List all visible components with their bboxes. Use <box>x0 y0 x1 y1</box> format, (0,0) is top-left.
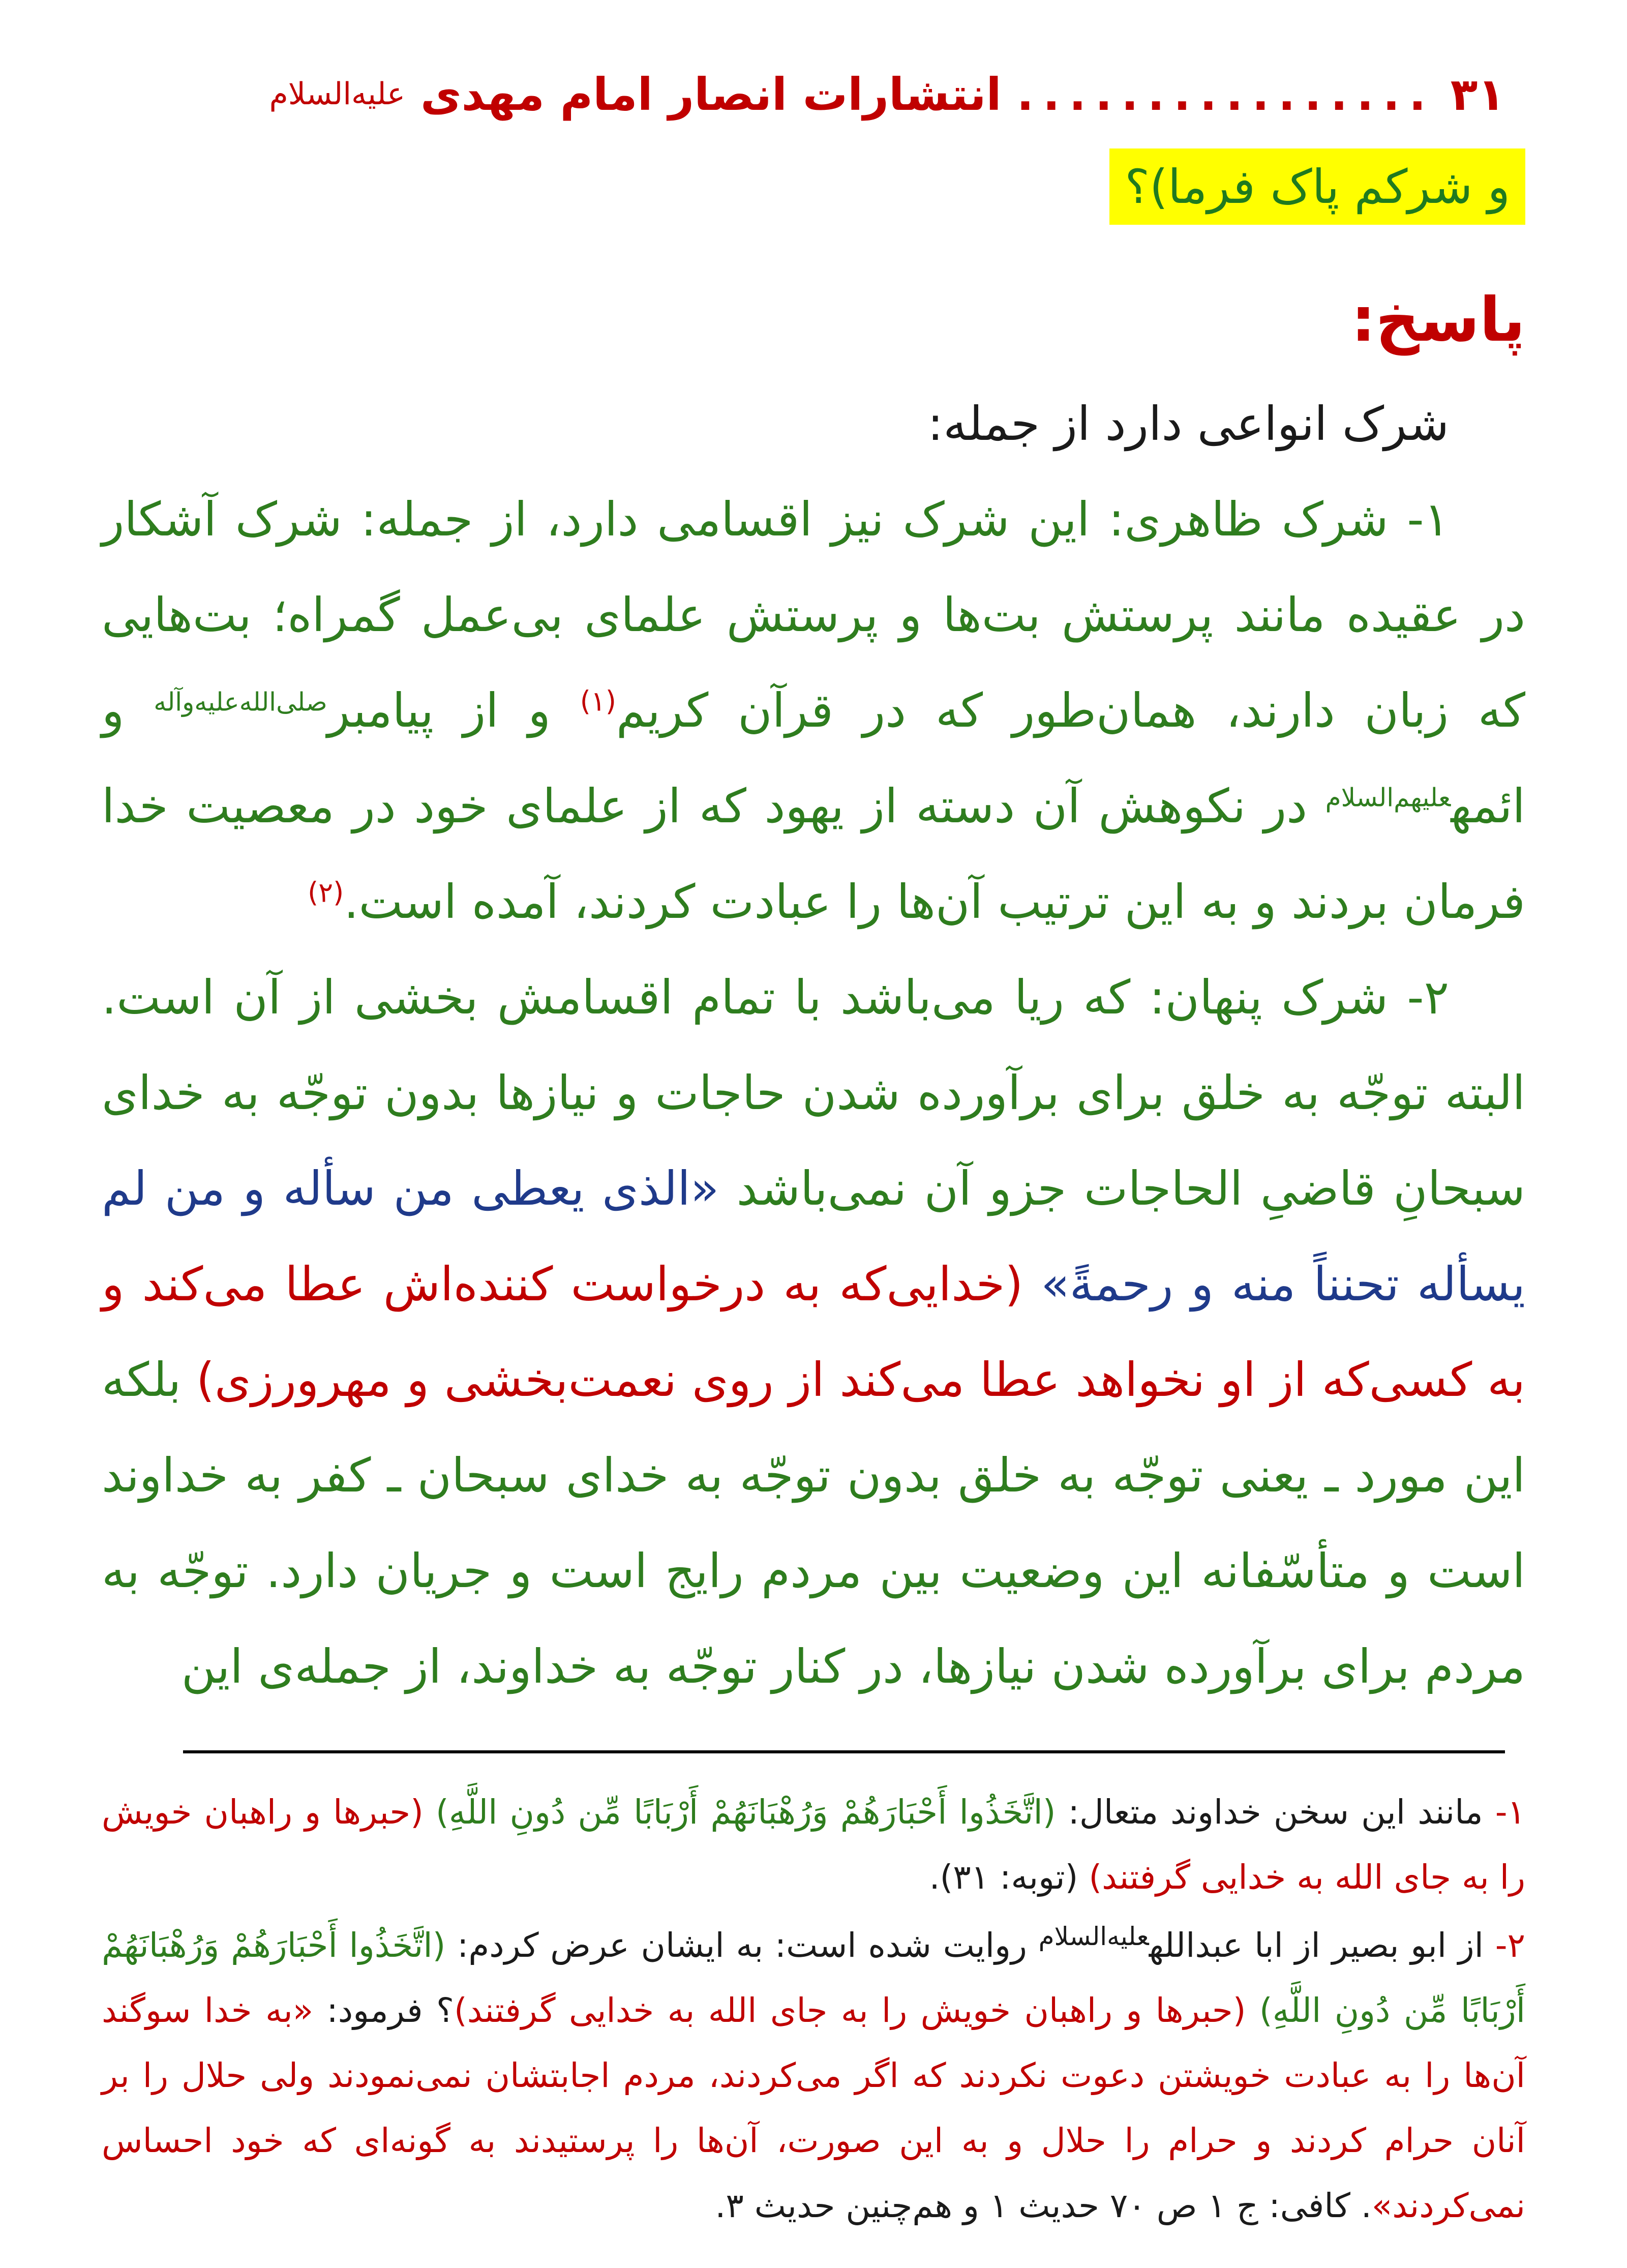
footnote-ref-2[interactable]: (۲) <box>308 876 344 909</box>
header-dots: ................ <box>1016 68 1435 121</box>
p2-text-a: ۲- شرک پنهان: که ریا می‌باشد با تمام اقسامش بخشی از آن است. البته توجّه به خلق برای برآورده شدن حاجات و نیازها بدون توجّه به خدای سبحانِ قاضیِ الحاجات جزو آن نمی‌باشد <box>102 970 1525 1216</box>
p1-text-c: و ائمه <box>102 683 1525 833</box>
footnote-ref-1[interactable]: (۱) <box>580 685 616 718</box>
footnote-divider <box>183 1750 1505 1753</box>
p2-translation: (خدایی‌که به درخواست کننده‌اش عطا می‌کند و به کسی‌که از او نخواهد عطا می‌کند از روی نعمت‌بخشی و مهرورزی) <box>102 1257 1525 1407</box>
fn2-translation: (حبرها و راهبان خویش را به جای الله به خدایی گرفتند) <box>454 1991 1259 2030</box>
paragraph-1 <box>102 472 1525 950</box>
fn2-text-b: روایت شده است: به ایشان عرض کردم: <box>445 1926 1039 1965</box>
fn2-honorific: علیه‌السلام <box>1038 1922 1149 1951</box>
prophet-honorific: صلی‌الله‌علیه‌وآله <box>154 687 327 717</box>
fn2-text-a: از ابو بصیر از ابا عبدالله <box>1149 1926 1495 1965</box>
highlighted-question-end: و شرکم پاک فرما)؟ <box>1109 148 1525 225</box>
fn1-number: ۱- <box>1495 1793 1526 1832</box>
p2-arabic-quote: «الذی یعطی من سأله و من لم یسأله تحنناً منه و رحمةً» <box>102 1161 1525 1311</box>
intro-line: شرک انواعی دارد از جمله: <box>927 397 1449 451</box>
fn2-text-c: ؟ فرمود: <box>313 1991 455 2030</box>
honorific-glyph: علیه‌السلام <box>269 76 405 112</box>
footnote-2 <box>102 1913 1525 2239</box>
fn2-number: ۲- <box>1495 1926 1525 1965</box>
publisher-title: انتشارات انصار امام مهدی <box>420 68 1002 121</box>
fn2-source: . کافی: ج ۱ ص ۷۰ حدیث ۱ و هم‌چنین حدیث ۳. <box>715 2186 1372 2225</box>
footnote-1 <box>102 1780 1525 1910</box>
footnotes <box>102 1780 1525 2242</box>
fn2-quran: (اتَّخَذُوا أَحْبَارَهُمْ وَرُهْبَانَهُمْ أَرْبَابًا مِّن دُونِ اللَّهِ) <box>102 1926 1526 2030</box>
p1-text-d: در نکوهش آن دسته از یهود که از علمای خود در معصیت خدا فرمان بردند و به این ترتیب آن‌ها را عبادت کردند، آمده است. <box>102 779 1525 929</box>
fn2-hadith: «به خدا سوگند آن‌ها را به عبادت خویشتن دعوت نکردند که اگر می‌کردند، مردم اجابتشان نمی‌نمودند ولی حلال را بر آنان حرام کردند و حرام را حلال و به این صورت، آن‌ها را پرستیدند به گونه‌ای که خود احساس نمی‌کردند» <box>102 1991 1525 2225</box>
paragraph-2 <box>102 950 1525 1715</box>
page-header <box>122 56 1505 132</box>
p2-text-b: بلکه این مورد ـ یعنی توجّه به خلق بدون توجّه به خدای سبحان ـ کفر به خداوند است و متأسّفانه این وضعیت بین مردم رایج است و جریان دارد. توجّه به مردم برای برآورده شدن نیازها، در کنار توجّه به خداوند، از جمله‌ی این <box>102 1353 1525 1694</box>
p1-text-b: و از پیامبر <box>327 683 580 738</box>
body-text <box>102 376 1525 1715</box>
imams-honorific: علیهم‌السلام <box>1325 783 1451 813</box>
fn1-quran: (اتَّخَذُوا أَحْبَارَهُمْ وَرُهْبَانَهُمْ أَرْبَابًا مِّن دُونِ اللَّهِ) <box>436 1793 1056 1832</box>
fn1-ref: (توبه: ۳۱). <box>929 1858 1089 1897</box>
p1-text-a: ۱- شرک ظاهری: این شرک نیز اقسامی دارد، از جمله: شرک آشکار در عقیده مانند پرستش بت‌ها و پرستش علمای بی‌عمل گمراه؛ بت‌هایی که زبان دارند، همان‌طور که در قرآن کریم <box>102 492 1525 738</box>
page-number: ۳۱ <box>1450 68 1505 121</box>
answer-heading: پاسخ: <box>1351 285 1525 355</box>
fn1-translation: (حبرها و راهبان خویش را به جای الله به خدایی گرفتند) <box>102 1793 1525 1897</box>
fn1-text-a: مانند این سخن خداوند متعال: <box>1056 1793 1495 1832</box>
